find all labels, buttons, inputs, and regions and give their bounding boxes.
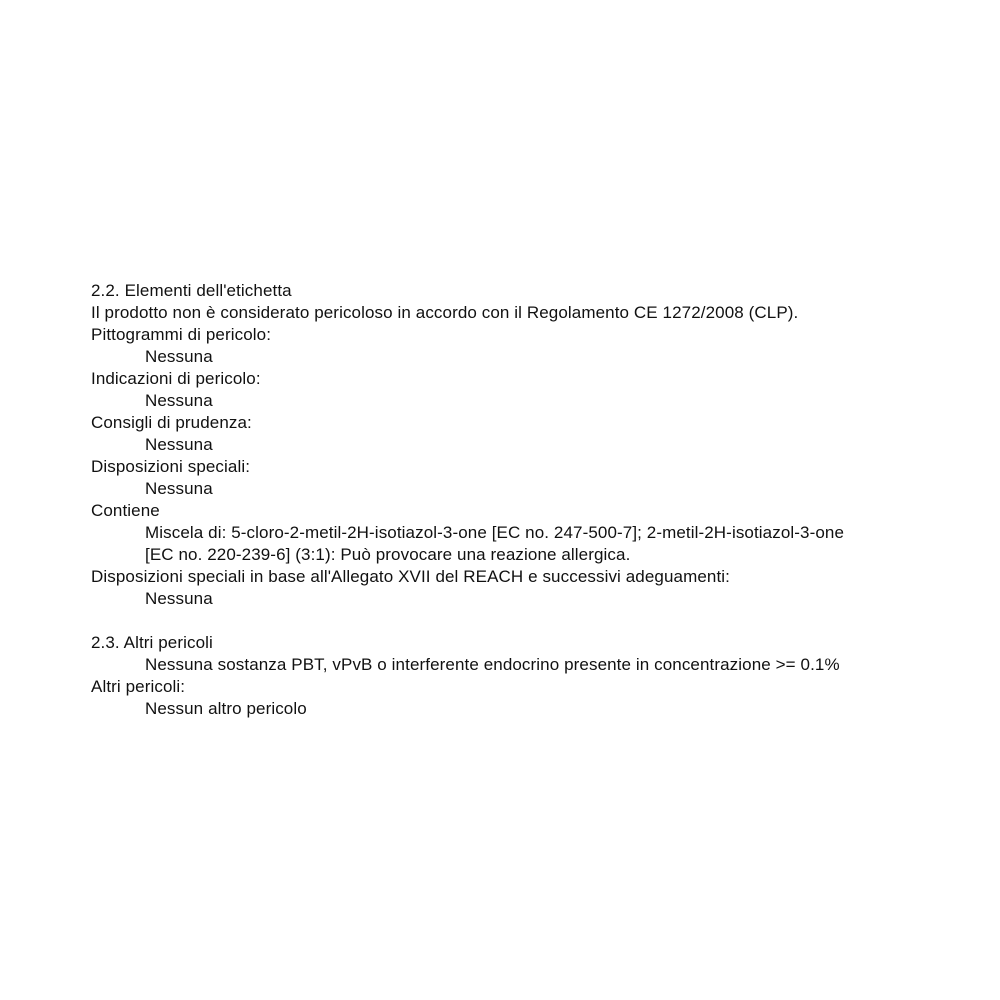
contains-line-2: [EC no. 220-239-6] (3:1): Può provocare una reazione allergica.	[145, 545, 631, 564]
special-provisions-label: Disposizioni speciali:	[91, 457, 251, 476]
hazard-statements-label: Indicazioni di pericolo:	[91, 369, 261, 388]
precautionary-value: Nessuna	[145, 435, 213, 454]
section-spacer	[91, 610, 991, 632]
special-provisions-value: Nessuna	[145, 479, 213, 498]
section-heading-2-3: 2.3. Altri pericoli	[91, 633, 213, 652]
other-hazards-label: Altri pericoli:	[91, 677, 186, 696]
pictograms-value: Nessuna	[145, 347, 213, 366]
pictograms-label: Pittogrammi di pericolo:	[91, 325, 272, 344]
sds-section-text	[91, 280, 991, 720]
contains-label: Contiene	[91, 501, 160, 520]
hazard-statements-value: Nessuna	[145, 391, 213, 410]
pbt-statement: Nessuna sostanza PBT, vPvB o interferente endocrino presente in concentrazione >= 0.1%	[145, 655, 840, 674]
classification-statement: Il prodotto non è considerato pericoloso in accordo con il Regolamento CE 1272/2008 (CLP).	[91, 303, 799, 322]
other-hazards-value: Nessun altro pericolo	[145, 699, 307, 718]
reach-label: Disposizioni speciali in base all'Allegato XVII del REACH e successivi adeguamenti:	[91, 567, 730, 586]
reach-value: Nessuna	[145, 589, 213, 608]
precautionary-label: Consigli di prudenza:	[91, 413, 252, 432]
contains-line-1: Miscela di: 5-cloro-2-metil-2H-isotiazol-3-one [EC no. 247-500-7]; 2-metil-2H-isotiazol-3-one	[145, 523, 845, 542]
section-heading-2-2: 2.2. Elementi dell'etichetta	[91, 281, 292, 300]
